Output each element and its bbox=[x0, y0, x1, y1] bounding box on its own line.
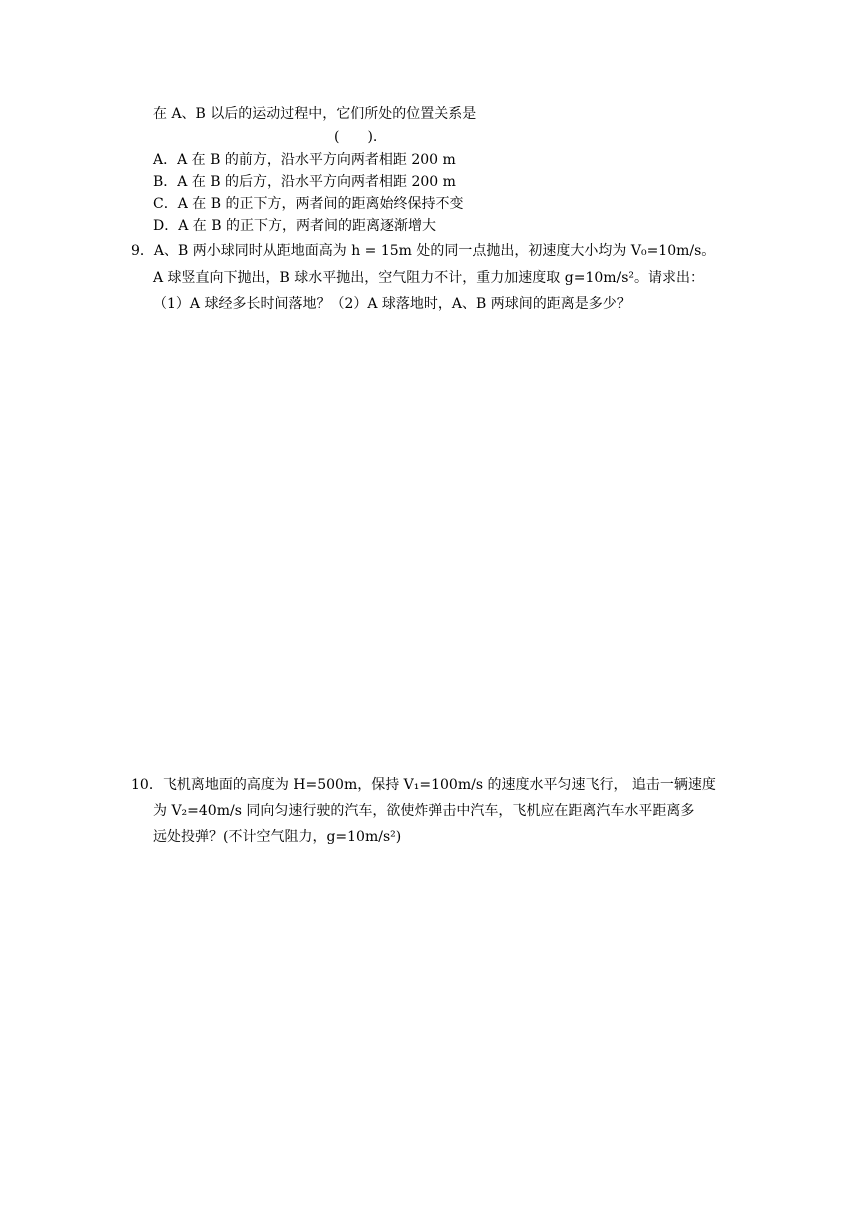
option-label: D． bbox=[153, 218, 179, 234]
option-text: A 在 B 的正下方，两者间的距离逐渐增大 bbox=[178, 218, 436, 234]
option-label: B． bbox=[153, 174, 178, 190]
option-label: A． bbox=[153, 152, 178, 168]
q9-line-2: A 球竖直向下抛出，B 球水平抛出，空气阻力不计，重力加速度取 g=10m/s²。请求出： bbox=[153, 270, 705, 286]
q8-option-b bbox=[153, 172, 456, 192]
q10-line-3: 远处投弹？(不计空气阻力，g=10m/s²) bbox=[153, 829, 402, 845]
q9-first-line bbox=[131, 241, 715, 261]
option-label: C． bbox=[153, 196, 178, 212]
option-text: A 在 B 的前方，沿水平方向两者相距 200 m bbox=[177, 152, 456, 168]
q8-intro-line: 在 A、B 以后的运动过程中，它们所处的位置关系是 bbox=[153, 106, 477, 122]
q8-answer-paren: ( ). bbox=[334, 129, 378, 145]
option-text: A 在 B 的正下方，两者间的距离始终保持不变 bbox=[177, 196, 464, 212]
question-number: 10． bbox=[131, 777, 163, 793]
q9-line-3: （1）A 球经多长时间落地？（2）A 球落地时，A、B 两球间的距离是多少？ bbox=[153, 296, 631, 312]
q8-option-d bbox=[153, 216, 436, 236]
q8-option-c bbox=[153, 194, 463, 214]
question-text: 飞机离地面的高度为 H=500m，保持 V₁=100m/s 的速度水平匀速飞行， 追击一辆速度 bbox=[162, 777, 716, 793]
q8-option-a bbox=[153, 150, 456, 170]
option-text: A 在 B 的后方，沿水平方向两者相距 200 m bbox=[177, 174, 456, 190]
question-number: 9． bbox=[131, 243, 154, 259]
q10-line-2: 为 V₂=40m/s 同向匀速行驶的汽车，欲使炸弹击中汽车，飞机应在距离汽车水平距离多 bbox=[153, 803, 695, 819]
question-text: A、B 两小球同时从距地面高为 h = 15m 处的同一点抛出，初速度大小均为 V₀=10m/s。 bbox=[153, 243, 716, 259]
q10-first-line bbox=[131, 775, 716, 795]
